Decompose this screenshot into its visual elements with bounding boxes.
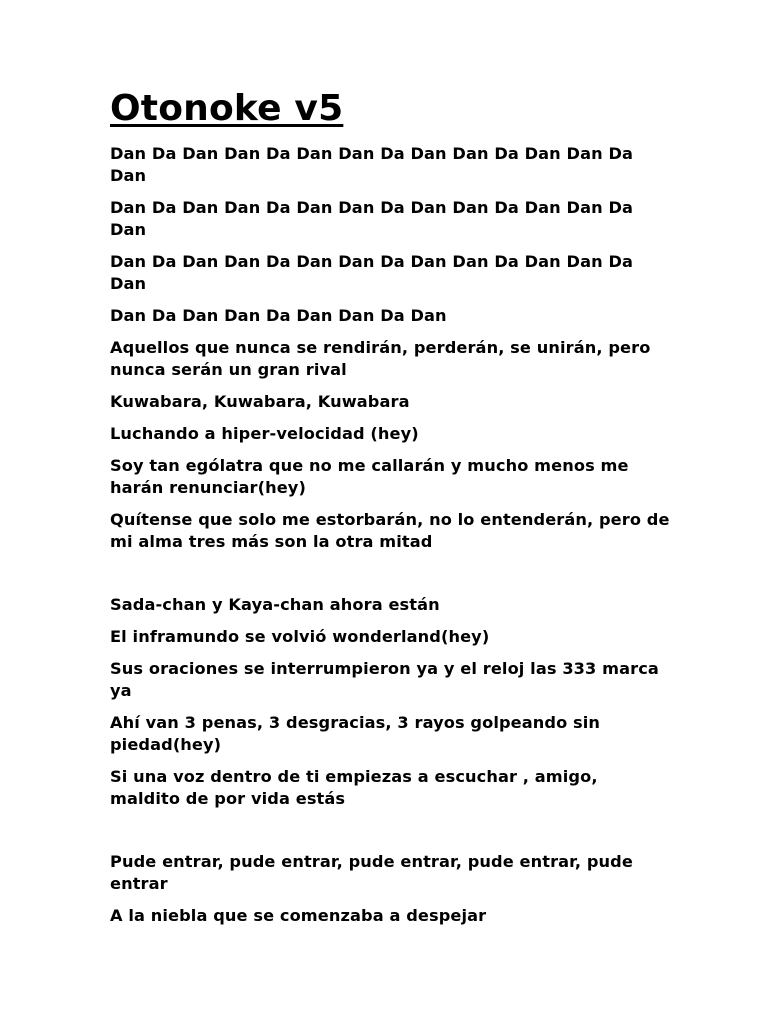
lyric-line: A la niebla que se comenzaba a despejar <box>110 906 487 925</box>
stanza-1 <box>110 143 670 553</box>
stanza-break <box>110 563 670 594</box>
lyric-line: Dan Da Dan Dan Da Dan Dan Da Dan Dan Da Dan Dan Da Dan <box>110 198 634 239</box>
stanza-2 <box>110 594 670 810</box>
lyric-line: Soy tan ególatra que no me callarán y mucho menos me harán renunciar(hey) <box>110 456 629 497</box>
lyric-line: Aquellos que nunca se rendirán, perderán, se unirán, pero nunca serán un gran rival <box>110 338 651 379</box>
lyric-line: Quítense que solo me estorbarán, no lo entenderán, pero de mi alma tres más son la otra mitad <box>110 510 670 551</box>
lyric-line: Dan Da Dan Dan Da Dan Dan Da Dan Dan Da Dan Dan Da Dan <box>110 252 634 293</box>
lyric-line: Ahí van 3 penas, 3 desgracias, 3 rayos golpeando sin piedad(hey) <box>110 713 601 754</box>
lyric-line: Kuwabara, Kuwabara, Kuwabara <box>110 392 410 411</box>
document-page <box>110 88 670 937</box>
lyric-line: Si una voz dentro de ti empiezas a escuchar , amigo, maldito de por vida estás <box>110 767 598 808</box>
lyric-line: Luchando a hiper-velocidad (hey) <box>110 424 419 443</box>
document-title: Otonoke v5 <box>110 88 344 129</box>
lyric-line: El inframundo se volvió wonderland(hey) <box>110 627 490 646</box>
stanza-3 <box>110 851 670 927</box>
stanza-break <box>110 820 670 851</box>
lyric-line: Sus oraciones se interrumpieron ya y el reloj las 333 marca ya <box>110 659 659 700</box>
lyric-line: Dan Da Dan Dan Da Dan Dan Da Dan Dan Da Dan Dan Da Dan <box>110 144 634 185</box>
lyric-line: Sada-chan y Kaya-chan ahora están <box>110 595 440 614</box>
lyric-line: Dan Da Dan Dan Da Dan Dan Da Dan <box>110 306 447 325</box>
lyric-line: Pude entrar, pude entrar, pude entrar, pude entrar, pude entrar <box>110 852 633 893</box>
